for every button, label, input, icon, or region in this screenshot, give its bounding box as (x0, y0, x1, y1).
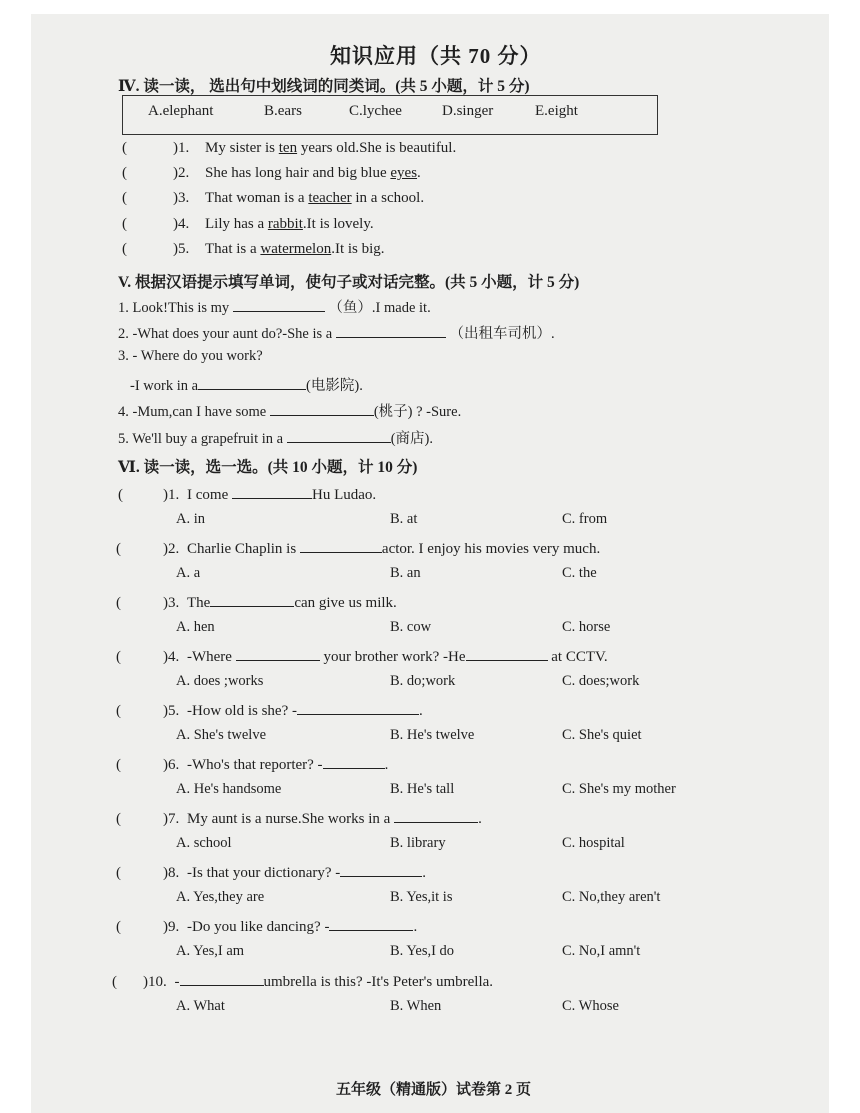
fill-blank[interactable] (236, 646, 320, 661)
option-d: D.singer (442, 103, 494, 119)
choice-c[interactable]: C. from (562, 511, 608, 527)
fill-blank[interactable] (394, 808, 478, 823)
option-b: B.ears (264, 103, 302, 119)
question-row: ( )2. Charlie Chaplin is actor. I enjoy his movies very much. (116, 538, 600, 558)
choice-c[interactable]: C. She's quiet (562, 727, 642, 743)
fill-item: 2. -What does your aunt do?-She is a （出租车司机）. (118, 322, 555, 343)
fill-blank[interactable] (232, 484, 312, 499)
choice-b[interactable]: B. Yes,it is (390, 889, 453, 905)
choice-a[interactable]: A. Yes,they are (176, 889, 265, 905)
option-c: C.lychee (349, 103, 402, 119)
question-row: ( )9. -Do you like dancing? - . (116, 916, 417, 936)
fill-blank[interactable] (336, 323, 446, 338)
list-item: ( )2. She has long hair and big blue eyes. (122, 165, 421, 181)
choice-b[interactable]: B. library (390, 835, 446, 851)
choice-a[interactable]: A. in (176, 511, 205, 527)
fill-item: 5. We'll buy a grapefruit in a (商店). (118, 427, 433, 448)
fill-item: 4. -Mum,can I have some (桃子) ? -Sure. (118, 400, 461, 421)
question-row: ( )4. -Where your brother work? -He at CCTV. (116, 646, 608, 666)
list-item: ( )3. That woman is a teacher in a school. (122, 190, 425, 206)
fill-blank[interactable] (287, 428, 391, 443)
page-title: 知识应用（共 70 分） (330, 44, 542, 68)
choice-b[interactable]: B. do;work (390, 673, 456, 689)
fill-blank[interactable] (233, 297, 325, 312)
choice-a[interactable]: A. What (176, 998, 225, 1014)
fill-blank[interactable] (340, 862, 422, 877)
fill-blank[interactable] (323, 754, 385, 769)
section-6-heading: Ⅵ. 读一读，选一选。(共 10 小题，计 10 分) (118, 459, 418, 476)
choice-b[interactable]: B. He's twelve (390, 727, 475, 743)
choice-b[interactable]: B. at (390, 511, 418, 527)
choice-a[interactable]: A. does ;works (176, 673, 264, 689)
section-5-heading: V. 根据汉语提示填写单词，使句子或对话完整。(共 5 小题，计 5 分) (118, 274, 580, 291)
question-row: ( )7. My aunt is a nurse.She works in a . (116, 808, 482, 828)
page-footer: 五年级（精通版）试卷第 2 页 (336, 1082, 532, 1098)
question-row: ( )3. The can give us milk. (116, 592, 397, 612)
fill-item: 1. Look!This is my （鱼）.I made it. (118, 296, 431, 317)
choice-c[interactable]: C. does;work (562, 673, 640, 689)
fill-blank[interactable] (210, 592, 294, 607)
list-item: ( )1. My sister is ten years old.She is beautiful. (122, 140, 457, 156)
option-a: A.elephant (148, 103, 214, 119)
choice-c[interactable]: C. No,they aren't (562, 889, 661, 905)
question-row: ( )6. -Who's that reporter? - . (116, 754, 388, 774)
list-item: ( )5. That is a watermelon.It is big. (122, 241, 385, 257)
fill-blank[interactable] (329, 916, 413, 931)
fill-blank[interactable] (300, 538, 382, 553)
fill-blank[interactable] (270, 401, 374, 416)
fill-blank[interactable] (180, 971, 264, 986)
fill-item: -I work in a (电影院). (130, 374, 363, 395)
choice-c[interactable]: C. hospital (562, 835, 625, 851)
fill-blank[interactable] (466, 646, 548, 661)
list-item: ( )4. Lily has a rabbit.It is lovely. (122, 216, 374, 232)
choice-a[interactable]: A. school (176, 835, 232, 851)
choice-c[interactable]: C. horse (562, 619, 611, 635)
question-row: ( )8. -Is that your dictionary? - . (116, 862, 426, 882)
fill-item: 3. - Where do you work? (118, 348, 263, 364)
choice-b[interactable]: B. cow (390, 619, 432, 635)
choice-b[interactable]: B. He's tall (390, 781, 455, 797)
choice-c[interactable]: C. Whose (562, 998, 619, 1014)
choice-c[interactable]: C. She's my mother (562, 781, 676, 797)
choice-a[interactable]: A. a (176, 565, 201, 581)
option-e: E.eight (535, 103, 578, 119)
choice-a[interactable]: A. She's twelve (176, 727, 267, 743)
section-4-heading: Ⅳ. 读一读， 选出句中划线词的同类词。(共 5 小题，计 5 分) (118, 78, 530, 95)
choice-b[interactable]: B. Yes,I do (390, 943, 455, 959)
fill-blank[interactable] (198, 375, 306, 390)
question-row: ( )5. -How old is she? - . (116, 700, 423, 720)
fill-blank[interactable] (297, 700, 419, 715)
choice-b[interactable]: B. When (390, 998, 442, 1014)
choice-c[interactable]: C. No,I amn't (562, 943, 641, 959)
choice-a[interactable]: A. Yes,I am (176, 943, 245, 959)
choice-a[interactable]: A. He's handsome (176, 781, 282, 797)
question-row: ( )10. - umbrella is this? -It's Peter's umbrella. (112, 971, 493, 991)
question-row: ( )1. I come Hu Ludao. (118, 484, 376, 504)
choice-b[interactable]: B. an (390, 565, 421, 581)
choice-c[interactable]: C. the (562, 565, 597, 581)
choice-a[interactable]: A. hen (176, 619, 215, 635)
